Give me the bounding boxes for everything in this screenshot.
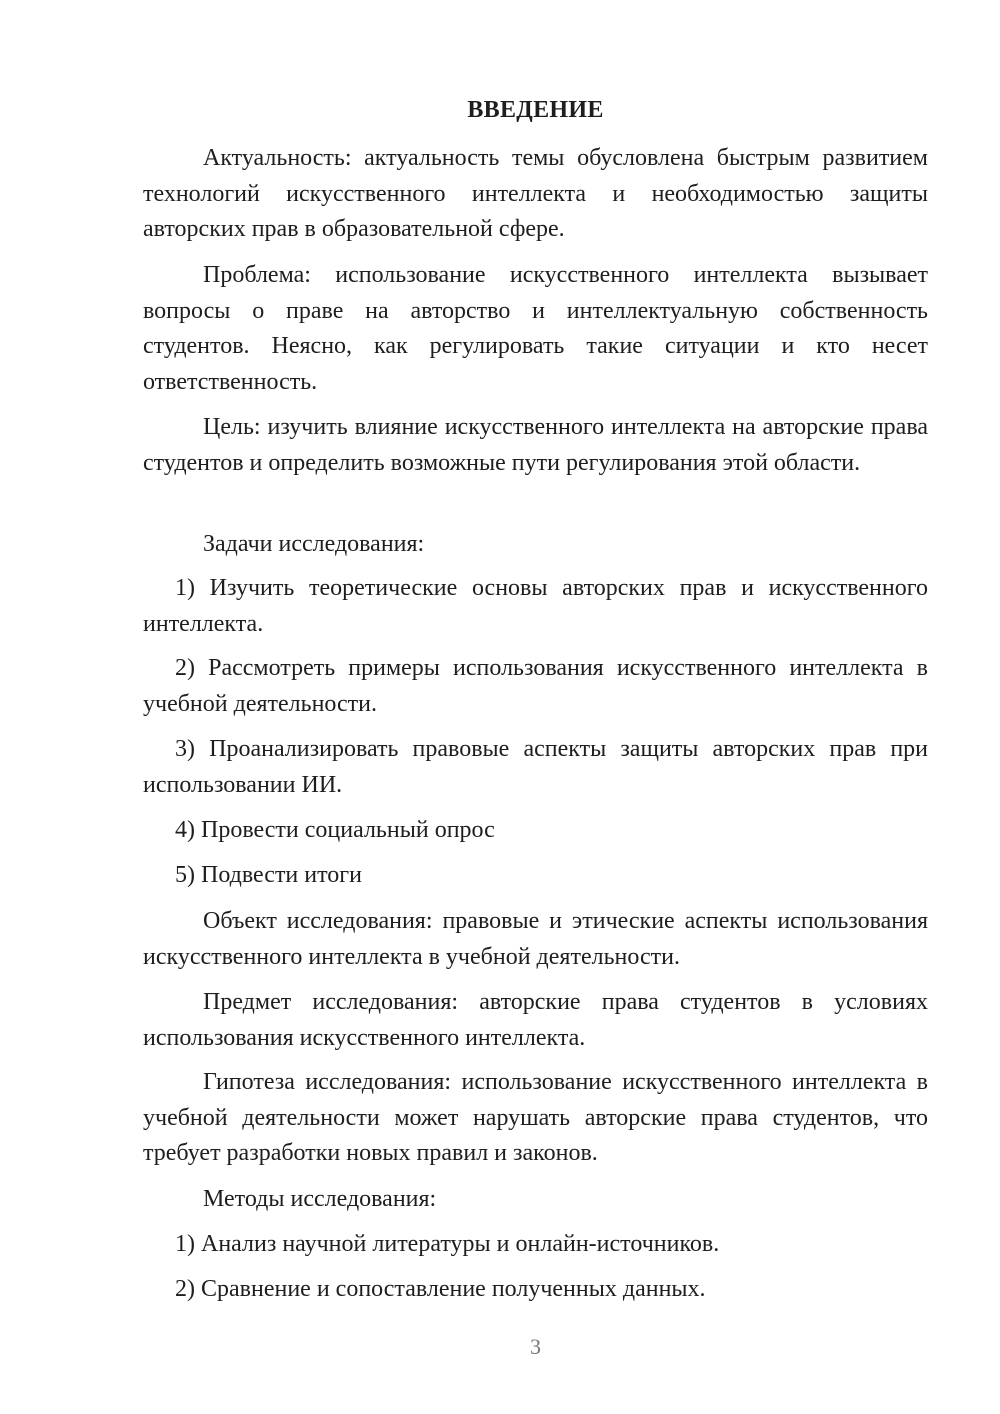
- task-item: 2) Рассмотреть примеры использования искусственного интеллекта в учебной деятельности.: [143, 655, 928, 717]
- task-item: 3) Проанализировать правовые аспекты защиты авторских прав при использовании ИИ.: [143, 736, 928, 798]
- methods-heading: Методы исследования:: [203, 1186, 437, 1212]
- task-item: 4) Провести социальный опрос: [175, 817, 495, 843]
- method-item: 1) Анализ научной литературы и онлайн-источников.: [175, 1231, 720, 1257]
- method-item: 2) Сравнение и сопоставление полученных данных.: [175, 1276, 706, 1302]
- subject-paragraph: Предмет исследования: авторские права студентов в условиях использования искусственного интеллекта.: [143, 989, 928, 1051]
- hypothesis-paragraph: Гипотеза исследования: использование искусственного интеллекта в учебной деятельности может нарушать авторские права студентов, что требует разработки новых правил и законов.: [143, 1069, 928, 1166]
- document-title: ВВЕДЕНИЕ: [467, 97, 604, 123]
- task-item: 1) Изучить теоретические основы авторских прав и искусственного интеллекта.: [143, 575, 928, 637]
- page-number: 3: [530, 1334, 541, 1359]
- goal-paragraph: Цель: изучить влияние искусственного интеллекта на авторские права студентов и определить возможные пути регулирования этой области.: [143, 414, 928, 476]
- tasks-heading: Задачи исследования:: [203, 531, 425, 557]
- object-paragraph: Объект исследования: правовые и этические аспекты использования искусственного интеллекта в учебной деятельности.: [143, 908, 928, 970]
- task-item: 5) Подвести итоги: [175, 862, 362, 888]
- problem-paragraph: Проблема: использование искусственного интеллекта вызывает вопросы о праве на авторство и интеллектуальную собственность студентов. Неясно, как регулировать такие ситуации и кто несет ответственность.: [143, 262, 928, 395]
- relevance-paragraph: Актуальность: актуальность темы обусловлена быстрым развитием технологий искусственного интеллекта и необходимостью защиты авторских прав в образовательной сфере.: [143, 145, 928, 242]
